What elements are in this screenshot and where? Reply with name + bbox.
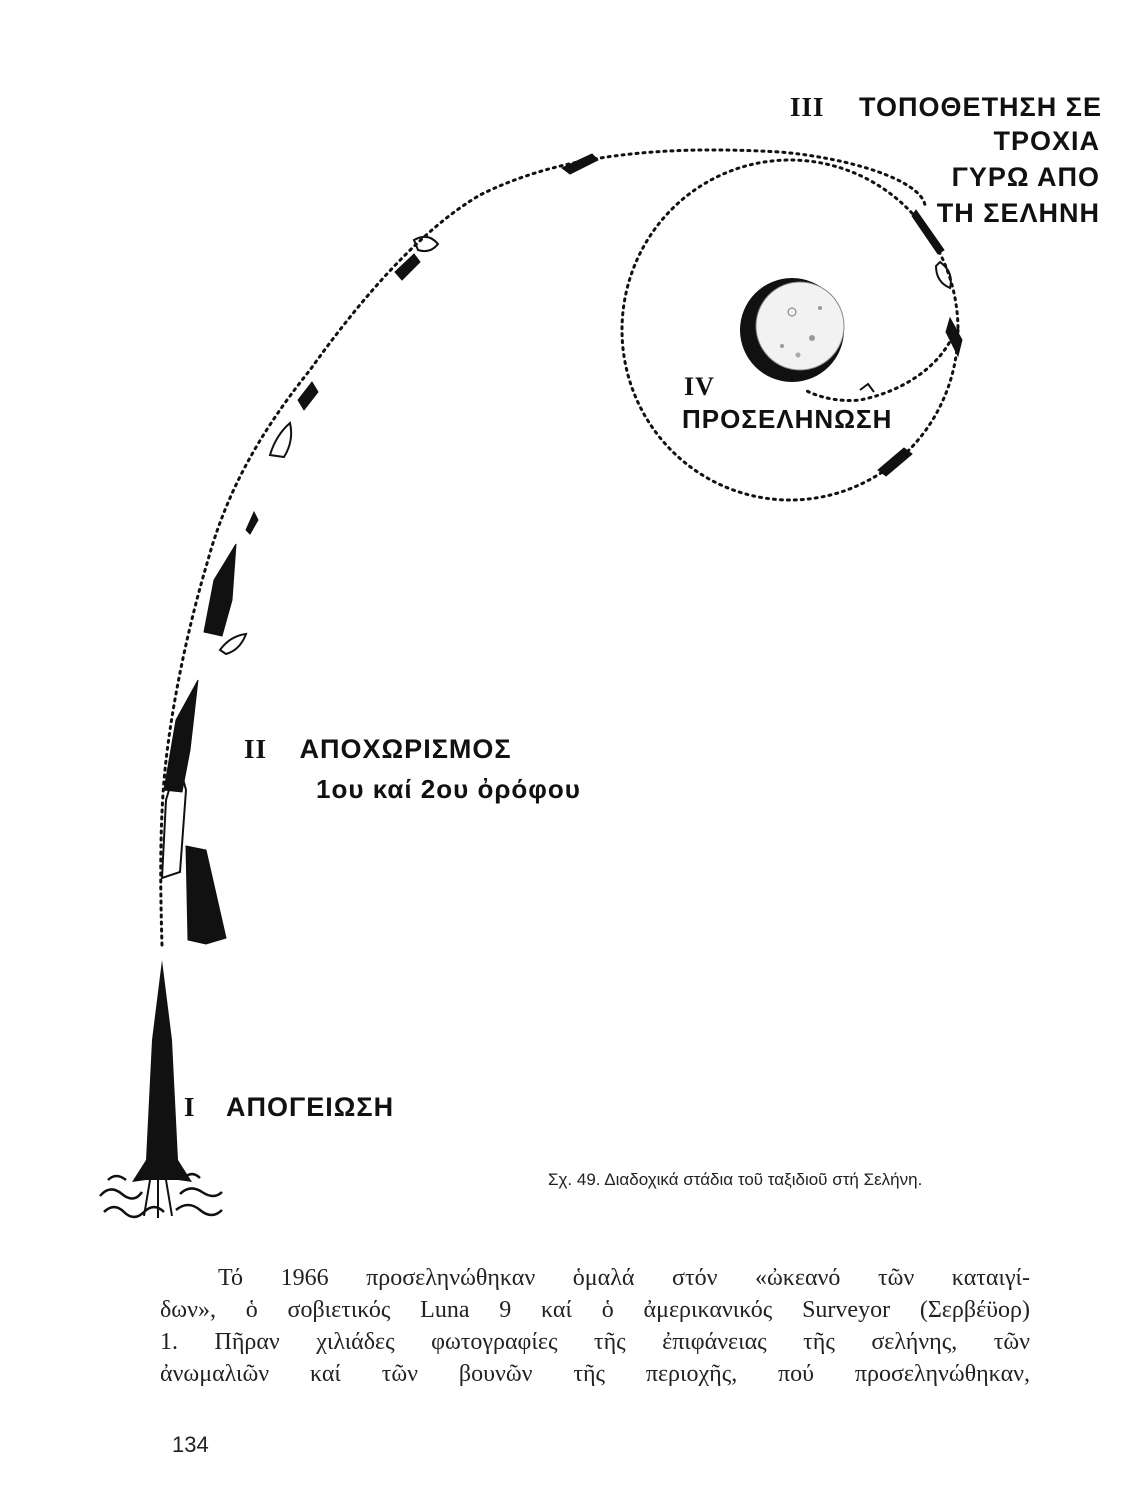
- stage4-numeral: IV: [684, 372, 715, 401]
- stage3-label-line4: ΤΗ ΣΕΛΗΝΗ: [936, 198, 1100, 228]
- stage3-numeral: III: [790, 92, 825, 122]
- stage2-label-line2: 1ου καί 2ου ὀρόφου: [316, 774, 581, 804]
- stage3-label-line2: ΤΡΟΧΙΑ: [993, 126, 1100, 156]
- stage2-label-line1: ΑΠΟΧΩΡΙΣΜΟΣ: [299, 734, 512, 764]
- stage3-label-line3: ΓΥΡΩ ΑΠΟ: [951, 162, 1100, 192]
- stage2-numeral: II: [244, 734, 268, 764]
- body-line: ἀνωμαλιῶν καί τῶν βουνῶν τῆς περιοχῆς, πού προσεληνώθηκαν,: [160, 1361, 1030, 1387]
- separation-stages: [162, 154, 598, 944]
- stage1-numeral: I: [184, 1092, 196, 1122]
- launch-rocket: [132, 960, 192, 1182]
- body-line: δων», ὁ σοβιετικός Luna 9 καί ὁ ἀμερικανικός Surveyor (Σερβέϋορ): [160, 1297, 1030, 1323]
- orbit-spacecraft: [860, 210, 962, 476]
- figure-caption: Σχ. 49. Διαδοχικά στάδια τοῦ ταξιδιοῦ στή Σελήνη.: [548, 1170, 923, 1189]
- stage2-label: [244, 734, 512, 765]
- page-number: 134: [172, 1432, 209, 1457]
- stage1-label: [184, 1092, 394, 1123]
- stage1-label-text: ΑΠΟΓΕΙΩΣΗ: [226, 1092, 395, 1122]
- stage3-label-line1: ΤΟΠΟΘΕΤΗΣΗ ΣΕ: [859, 92, 1102, 122]
- stage3-label: [790, 92, 1102, 123]
- launch-smoke: [100, 1174, 222, 1218]
- body-line: 1. Πῆραν χιλιάδες φωτογραφίες τῆς ἐπιφάνειας τῆς σελήνης, τῶν: [160, 1329, 1030, 1355]
- body-line: Τό 1966 προσεληνώθηκαν ὁμαλά στόν «ὠκεανό τῶν καταιγί-: [218, 1265, 1030, 1291]
- stage4-label: ΠΡΟΣΕΛΗΝΩΣΗ: [682, 404, 893, 434]
- body-paragraph: [160, 1262, 1030, 1390]
- moon: [740, 278, 844, 382]
- trajectory-path: [161, 150, 925, 945]
